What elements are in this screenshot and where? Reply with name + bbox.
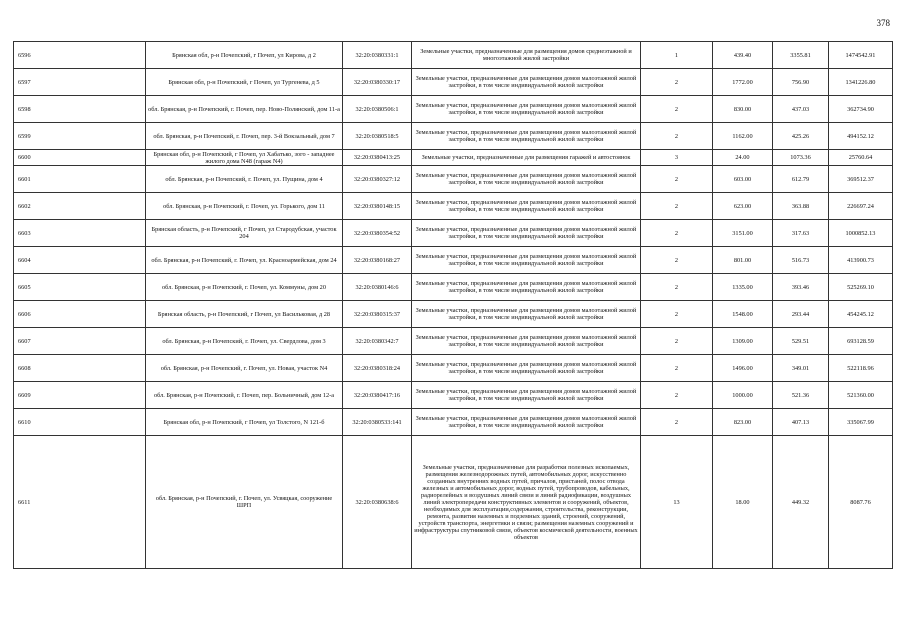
cadastral-value-cell: 226697.24	[829, 193, 893, 220]
area-cell: 1772.00	[713, 69, 773, 96]
land-use-cell: Земельные участки, предназначенные для размещения домов малоэтажной жилой застройки, в том числе индивидуальной жилой застройки	[412, 193, 641, 220]
group-cell: 2	[641, 220, 713, 247]
cadastral-value-cell: 1474542.91	[829, 42, 893, 69]
cadastral-value-cell: 335067.99	[829, 409, 893, 436]
cadastral-value-cell: 522118.96	[829, 355, 893, 382]
table-row	[14, 382, 893, 409]
table-row	[14, 274, 893, 301]
address-cell: обл. Брянская, р-н Почепский, г. Почеп, пер. Больничный, дом 12-а	[146, 382, 343, 409]
table-row	[14, 96, 893, 123]
cadastral-value-cell: 369512.37	[829, 166, 893, 193]
cadastral-value-cell: 454245.12	[829, 301, 893, 328]
land-use-cell: Земельные участки, предназначенные для размещения домов малоэтажной жилой застройки, в том числе индивидуальной жилой застройки	[412, 328, 641, 355]
address-cell: обл. Брянская, р-н Почепский, г. Почеп, пер. Ново-Полянский, дом 11-а	[146, 96, 343, 123]
row-number: 6611	[14, 436, 146, 569]
cadastral-number-cell: 32:20:0380342:7	[343, 328, 412, 355]
cadastral-number-cell: 32:20:0380331:1	[343, 42, 412, 69]
land-use-cell: Земельные участки, предназначенные для размещения домов малоэтажной жилой застройки, в том числе индивидуальной жилой застройки	[412, 166, 641, 193]
land-use-cell: Земельные участки, предназначенные для размещения домов малоэтажной жилой застройки, в том числе индивидуальной жилой застройки	[412, 96, 641, 123]
row-number: 6600	[14, 150, 146, 166]
cadastral-value-cell: 525269.10	[829, 274, 893, 301]
address-cell: Брянская обл, р-н Почепский, г Почеп, ул Хабатько, зого - западнее жилого дома N48 (гараж N4)	[146, 150, 343, 166]
cadastral-value-cell: 521360.00	[829, 382, 893, 409]
land-use-cell: Земельные участки, предназначенные для размещения домов малоэтажной жилой застройки, в том числе индивидуальной жилой застройки	[412, 409, 641, 436]
row-number: 6608	[14, 355, 146, 382]
cadastral-number-cell: 32:20:0380638:6	[343, 436, 412, 569]
address-cell: Брянская обл, р-н Почепский, г Почеп, ул Толстого, N 121-б	[146, 409, 343, 436]
row-number: 6605	[14, 274, 146, 301]
specific-value-cell: 293.44	[773, 301, 829, 328]
cadastral-number-cell: 32:20:0380506:1	[343, 96, 412, 123]
row-number: 6606	[14, 301, 146, 328]
row-number: 6596	[14, 42, 146, 69]
area-cell: 3151.00	[713, 220, 773, 247]
group-cell: 2	[641, 328, 713, 355]
address-cell: обл. Брянская, р-н Почепский, г. Почеп, ул. Усвяцкая, сооружение ШРП	[146, 436, 343, 569]
area-cell: 18.00	[713, 436, 773, 569]
row-number: 6610	[14, 409, 146, 436]
area-cell: 603.00	[713, 166, 773, 193]
table-row	[14, 409, 893, 436]
specific-value-cell: 317.63	[773, 220, 829, 247]
area-cell: 24.00	[713, 150, 773, 166]
group-cell: 2	[641, 409, 713, 436]
group-cell: 2	[641, 193, 713, 220]
address-cell: обл. Брянская, р-н Почепский, г. Почеп, пер. 3-й Вокзальный, дом 7	[146, 123, 343, 150]
cadastral-value-table	[13, 41, 893, 569]
address-cell: обл. Брянская, р-н Почепский, г. Почеп, ул. Пущина, дом 4	[146, 166, 343, 193]
table-row	[14, 355, 893, 382]
row-number: 6607	[14, 328, 146, 355]
address-cell: Брянская обл, р-н Почепский, г Почеп, ул Кирова, д 2	[146, 42, 343, 69]
land-use-cell: Земельные участки, предназначенные для разработки полезных ископаемых, размещения железнодорожных путей, автомобильных дорог, искусственно созданных внутренних водных путей, причалов, пристаней, полос отвода железных и автомобильных дорог, водных путей, трубопроводов, кабельных, радиорелейных и воздушных линий связи и линий радиофикации, воздушных линий электропередачи конструктивных элементов и сооружений, объектов, необходимых для эксплуатации,содержания, строительства, реконструкции, ремонта, развития наземных и подземных зданий, строений, сооружений, устройств транспорта, энергетики и связи; размещения наземных сооружений и инфраструктуры спутниковой связи, объектов космической деятельности, военных объектов	[412, 436, 641, 569]
address-cell: обл. Брянская, р-н Почепский, г. Почеп, ул. Свердлова, дом 3	[146, 328, 343, 355]
table-row	[14, 69, 893, 96]
address-cell: обл. Брянская, р-н Почепский, г. Почеп, ул. Красноармейская, дом 24	[146, 247, 343, 274]
cadastral-value-cell: 413900.73	[829, 247, 893, 274]
table-row	[14, 301, 893, 328]
row-number: 6598	[14, 96, 146, 123]
group-cell: 13	[641, 436, 713, 569]
area-cell: 1496.00	[713, 355, 773, 382]
cadastral-number-cell: 32:20:0380146:6	[343, 274, 412, 301]
row-number: 6602	[14, 193, 146, 220]
row-number: 6603	[14, 220, 146, 247]
area-cell: 830.00	[713, 96, 773, 123]
group-cell: 2	[641, 382, 713, 409]
table-row	[14, 123, 893, 150]
specific-value-cell: 529.51	[773, 328, 829, 355]
group-cell: 1	[641, 42, 713, 69]
table-row	[14, 42, 893, 69]
address-cell: обл. Брянская, р-н Почепский, г. Почеп, ул. Коммуны, дом 20	[146, 274, 343, 301]
land-use-cell: Земельные участки, предназначенные для размещения домов малоэтажной жилой застройки, в том числе индивидуальной жилой застройки	[412, 355, 641, 382]
group-cell: 2	[641, 301, 713, 328]
land-use-cell: Земельные участки, предназначенные для размещения гаражей и автостоянок	[412, 150, 641, 166]
land-use-cell: Земельные участки, предназначенные для размещения домов малоэтажной жилой застройки, в том числе индивидуальной жилой застройки	[412, 123, 641, 150]
row-number: 6597	[14, 69, 146, 96]
area-cell: 823.00	[713, 409, 773, 436]
land-use-cell: Земельные участки, предназначенные для размещения домов малоэтажной жилой застройки, в том числе индивидуальной жилой застройки	[412, 220, 641, 247]
group-cell: 2	[641, 69, 713, 96]
table-row	[14, 220, 893, 247]
area-cell: 439.40	[713, 42, 773, 69]
land-use-cell: Земельные участки, предназначенные для размещения домов малоэтажной жилой застройки, в том числе индивидуальной жилой застройки	[412, 69, 641, 96]
specific-value-cell: 363.88	[773, 193, 829, 220]
land-use-cell: Земельные участки, предназначенные для размещения домов малоэтажной жилой застройки, в том числе индивидуальной жилой застройки	[412, 301, 641, 328]
specific-value-cell: 349.01	[773, 355, 829, 382]
cadastral-number-cell: 32:20:0380413:25	[343, 150, 412, 166]
cadastral-number-cell: 32:20:0380327:12	[343, 166, 412, 193]
address-cell: обл. Брянская, р-н Почепский, г. Почеп, ул. Горького, дом 11	[146, 193, 343, 220]
group-cell: 2	[641, 166, 713, 193]
specific-value-cell: 756.90	[773, 69, 829, 96]
land-use-cell: Земельные участки, предназначенные для размещения домов малоэтажной жилой застройки, в том числе индивидуальной жилой застройки	[412, 382, 641, 409]
specific-value-cell: 407.13	[773, 409, 829, 436]
specific-value-cell: 516.73	[773, 247, 829, 274]
group-cell: 2	[641, 274, 713, 301]
area-cell: 1162.00	[713, 123, 773, 150]
group-cell: 2	[641, 247, 713, 274]
specific-value-cell: 449.32	[773, 436, 829, 569]
cadastral-number-cell: 32:20:0380354:52	[343, 220, 412, 247]
area-cell: 1000.00	[713, 382, 773, 409]
table-row	[14, 193, 893, 220]
table-row	[14, 328, 893, 355]
cadastral-value-cell: 494152.12	[829, 123, 893, 150]
cadastral-value-cell: 693128.59	[829, 328, 893, 355]
cadastral-number-cell: 32:20:0380330:17	[343, 69, 412, 96]
land-use-cell: Земельные участки, предназначенные для размещения домов малоэтажной жилой застройки, в том числе индивидуальной жилой застройки	[412, 274, 641, 301]
specific-value-cell: 521.36	[773, 382, 829, 409]
area-cell: 1309.00	[713, 328, 773, 355]
table-row	[14, 150, 893, 166]
cadastral-value-cell: 1000852.13	[829, 220, 893, 247]
cadastral-number-cell: 32:20:0380518:5	[343, 123, 412, 150]
specific-value-cell: 437.03	[773, 96, 829, 123]
area-cell: 801.00	[713, 247, 773, 274]
cadastral-value-cell: 1341226.80	[829, 69, 893, 96]
table-row	[14, 247, 893, 274]
area-cell: 1335.00	[713, 274, 773, 301]
group-cell: 2	[641, 96, 713, 123]
row-number: 6599	[14, 123, 146, 150]
cadastral-value-cell: 362734.90	[829, 96, 893, 123]
row-number: 6604	[14, 247, 146, 274]
specific-value-cell: 612.79	[773, 166, 829, 193]
specific-value-cell: 425.26	[773, 123, 829, 150]
table-row	[14, 166, 893, 193]
address-cell: Брянская область, р-н Почепский, г Почеп, ул Стародубская, участок 204	[146, 220, 343, 247]
group-cell: 3	[641, 150, 713, 166]
cadastral-number-cell: 32:20:0380148:15	[343, 193, 412, 220]
cadastral-number-cell: 32:20:0380168:27	[343, 247, 412, 274]
specific-value-cell: 3355.81	[773, 42, 829, 69]
cadastral-number-cell: 32:20:0380417:16	[343, 382, 412, 409]
group-cell: 2	[641, 123, 713, 150]
cadastral-number-cell: 32:20:0380318:24	[343, 355, 412, 382]
address-cell: Брянская обл, р-н Почепский, г Почеп, ул Тургенева, д 5	[146, 69, 343, 96]
page-number: 378	[876, 18, 890, 28]
cadastral-value-cell: 8087.76	[829, 436, 893, 569]
land-use-cell: Земельные участки, предназначенные для размещения домов среднеэтажной и многоэтажной жилой застройки	[412, 42, 641, 69]
address-cell: Брянская область, р-н Почепский, г Почеп, ул Васильковая, д 28	[146, 301, 343, 328]
area-cell: 1548.00	[713, 301, 773, 328]
area-cell: 623.00	[713, 193, 773, 220]
group-cell: 2	[641, 355, 713, 382]
row-number: 6609	[14, 382, 146, 409]
address-cell: обл. Брянская, р-н Почепский, г. Почеп, ул. Новая, участок N4	[146, 355, 343, 382]
row-number: 6601	[14, 166, 146, 193]
land-use-cell: Земельные участки, предназначенные для размещения домов малоэтажной жилой застройки, в том числе индивидуальной жилой застройки	[412, 247, 641, 274]
table-row	[14, 436, 893, 569]
cadastral-number-cell: 32:20:0380533:141	[343, 409, 412, 436]
cadastral-number-cell: 32:20:0380315:37	[343, 301, 412, 328]
cadastral-value-cell: 25760.64	[829, 150, 893, 166]
specific-value-cell: 393.46	[773, 274, 829, 301]
specific-value-cell: 1073.36	[773, 150, 829, 166]
